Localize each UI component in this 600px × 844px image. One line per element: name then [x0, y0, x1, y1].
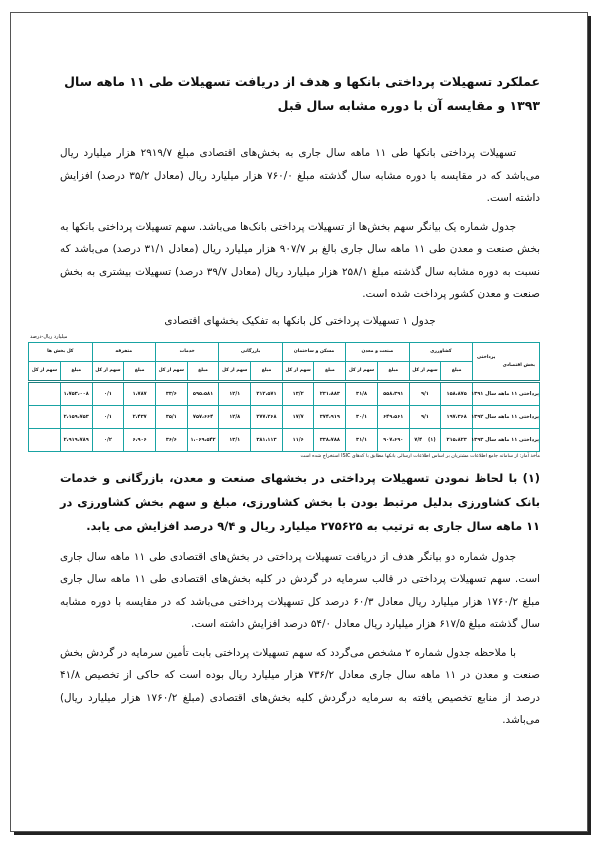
table-cell: ۱،۷۵۳،۰۰۸ [60, 381, 92, 405]
table-cell: ۳۷۴،۹۱۹ [314, 405, 346, 428]
sub-header-share: سهم از کل [29, 361, 61, 381]
table-cell: ۳۶/۶ [155, 428, 187, 451]
table-cell: ۹/۱ [409, 405, 441, 428]
table-cell: ۱۲/۸ [219, 405, 251, 428]
paragraph-1: تسهیلات پرداختی بانکها طی ۱۱ ماهه سال جاری به بخش‌های اقتصادی مبلغ ۲۹۱۹/۷ هزار میلیارد ریال می‌باشد که در مقایسه با دوره مشابه سال گذشته مبلغ ۷۶۰/۰ هزار میلیارد ریال (معادل ۳۵/۲ درصد) افزایش داشته است. [60, 147, 540, 204]
table-cell: ۱۳/۱ [219, 428, 251, 451]
row-label: پرداختی ۱۱ ماهه سال ۱۳۹۱ [473, 381, 540, 405]
sub-header-share: سهم از کل [409, 361, 441, 381]
corner-top: پرداختی [477, 354, 496, 360]
sector-header: صنعت و معدن [346, 342, 409, 361]
sector-table-wrapper [28, 332, 540, 462]
table-cell: ۲۳۱،۸۸۳ [314, 381, 346, 405]
sub-header-amount: مبلغ [441, 361, 473, 381]
sub-header-share: سهم از کل [282, 361, 314, 381]
document-title: عملکرد تسهیلات پرداختی بانکها و هدف از دریافت تسهیلات طی ۱۱ ماهه سال ۱۳۹۳ و مقایسه آن با دوره مشابه سال قبل [64, 74, 540, 113]
paragraph-2: جدول شماره یک بیانگر سهم بخش‌ها از تسهیلات پرداختی بانک‌ها می‌باشد. سهم تسهیلات پرداختی بانکها به بخش صنعت و معدن طی ۱۱ ماهه سال جاری بالغ بر ۹۰۷/۷ هزار میلیارد ریال (معادل ۳۱/۱ درصد) می‌باشد که نسبت به دوره مشابه سال گذشته مبلغ ۲۵۸/۱ هزار میلیارد ریال (معادل ۳۹/۷ درصد) تسهیلات بیشتری به بخش صنعت و معدن کشور پرداخت شده است. [60, 220, 541, 300]
table-row [29, 381, 540, 405]
table-cell: ۲۱۵،۸۲۳ [441, 428, 473, 451]
table-cell: ۲۷۷،۲۶۸ [251, 405, 283, 428]
table-row [29, 405, 540, 428]
table-row [29, 428, 540, 451]
table-corner-header [473, 342, 540, 381]
document-body [30, 70, 541, 738]
row-label: پرداختی ۱۱ ماهه سال ۱۳۹۲ [473, 405, 540, 428]
paragraph-3: جدول شماره دو بیانگر هدف از دریافت تسهیلات پرداختی در بخش‌های اقتصادی طی ۱۱ ماهه سال جاری است. سهم تسهیلات پرداختی در قالب سرمایه در گردش در کلیه بخش‌های اقتصادی طی ۱۱ ماهه سال جاری مبلغ ۱۷۶۰/۲ هزار میلیارد ریال معادل ۶۰/۳ درصد کل تسهیلات پرداختی می‌باشد که در مقایسه با دوره مشابه سال گذشته مبلغ ۶۱۷/۵ هزار میلیارد ریال معادل ۵۴/۰ درصد افزایش داشته است. [60, 550, 540, 630]
table-cell: ۰/۱ [92, 381, 124, 405]
paragraph-4: با ملاحظه جدول شماره ۲ مشخص می‌گردد که سهم تسهیلات پرداختی بابت تأمین سرمایه در گردش بخش صنعت و معدن در ۱۱ ماهه سال جاری معادل ۷۳۶/۲ هزار میلیارد ریال بوده است که حاکی از تخصیص ۴۱/۸ درصد از منابع تخصیص یافته به سرمایه درگردش کلیه بخش‌های اقتصادی (مبلغ ۱۷۶۰/۲ هزار میلیارد ریال) می‌باشد. [60, 646, 541, 726]
table-cell: ۰/۲ [92, 428, 124, 451]
table-cell: ۳۳۸،۷۸۸ [314, 428, 346, 451]
sub-header-amount: مبلغ [251, 361, 283, 381]
table-cell: ۱۷/۷ [282, 405, 314, 428]
page-shadow-right [588, 16, 591, 834]
sub-header-amount: مبلغ [187, 361, 219, 381]
table-footnote: مأخذ آمار: از سامانه جامع اطلاعات مشتریان بر اساس اطلاعات ارسالی بانکها مطابق با کدهای ISIC استخراج شده است [300, 453, 540, 459]
table-cell: ۱،۰۶۹،۵۴۲ [187, 428, 219, 451]
table-cell: ۷۵۷،۶۶۴ [187, 405, 219, 428]
table-cell: ۱،۷۸۷ [124, 381, 156, 405]
sub-header-share: سهم از کل [219, 361, 251, 381]
table-cell: ۱۱/۶ [282, 428, 314, 451]
corner-bottom: بخش اقتصادی [502, 362, 535, 368]
sector-header: بازرگانی [219, 342, 282, 361]
table-cell: ۰/۱ [92, 405, 124, 428]
table-cell: ۶،۹۰۶ [124, 428, 156, 451]
table-unit: میلیارد ریال-درصد [30, 333, 68, 340]
table-cell: ۲،۴۳۷ [124, 405, 156, 428]
table-cell: ۳۸۱،۱۱۳ [251, 428, 283, 451]
table-cell: ۶۴۹،۵۶۱ [377, 405, 409, 428]
sector-header: کل بخش ها [29, 342, 93, 361]
sector-header: کشاورزی [409, 342, 472, 361]
table-cell [29, 381, 61, 405]
table-cell: ۵۹۵،۵۸۱ [187, 381, 219, 405]
table-cell [409, 428, 441, 451]
table-cell: ۳۱/۸ [346, 381, 378, 405]
sub-header-amount: مبلغ [60, 361, 92, 381]
table-cell: ۳۵/۱ [155, 405, 187, 428]
table-cell-value: ۷/۴ [414, 436, 423, 443]
highlight-note: (۱) با لحاظ نمودن تسهیلات پرداختی در بخشهای صنعت و معدن، بازرگانی و خدمات بانک کشاورزی بدلیل مرتبط بودن با بخش کشاورزی، مبلغ و سهم بخش کشاورزی در ۱۱ ماهه سال جاری به ترتیب به ۲۷۵۶۲۵ میلیارد ریال و ۹/۴ درصد افزایش می یابد. [60, 470, 540, 533]
table-cell: ۱۹۷،۳۶۸ [441, 405, 473, 428]
table-cell: ۱۳/۲ [282, 381, 314, 405]
sub-header-amount: مبلغ [124, 361, 156, 381]
table-caption: جدول ۱ تسهیلات پرداختی کل بانکها به تفکیک بخشهای اقتصادی [164, 314, 436, 327]
table-cell: ۲۱۲،۵۷۱ [251, 381, 283, 405]
table-cell: ۹۰۷،۶۹۰ [377, 428, 409, 451]
sub-header-share: سهم از کل [92, 361, 124, 381]
sub-header-share: سهم از کل [155, 361, 187, 381]
sector-table [28, 342, 540, 452]
table-cell [29, 428, 61, 451]
page-shadow-bottom [14, 832, 591, 835]
sub-header-amount: مبلغ [314, 361, 346, 381]
table-cell: ۹/۱ [409, 381, 441, 405]
table-cell: ۳۱/۱ [346, 428, 378, 451]
table-cell: ۱۵۸،۸۷۵ [441, 381, 473, 405]
table-cell: ۲،۱۵۹،۷۵۳ [60, 405, 92, 428]
sector-header: متفرقه [92, 342, 155, 361]
sector-header: مسکن و ساختمان [282, 342, 345, 361]
row-label: پرداختی ۱۱ ماهه سال ۱۳۹۳ [473, 428, 540, 451]
table-cell: ۳۳/۶ [155, 381, 187, 405]
sub-header-amount: مبلغ [377, 361, 409, 381]
table-cell: ۲،۹۱۹،۷۸۹ [60, 428, 92, 451]
sub-header-share: سهم از کل [346, 361, 378, 381]
table-cell [29, 405, 61, 428]
table-cell: ۵۵۸،۳۹۱ [377, 381, 409, 405]
table-cell: ۱۲/۱ [219, 381, 251, 405]
sector-header: خدمات [155, 342, 218, 361]
table-cell: ۳۰/۱ [346, 405, 378, 428]
footnote-marker: (۱) [427, 436, 436, 443]
